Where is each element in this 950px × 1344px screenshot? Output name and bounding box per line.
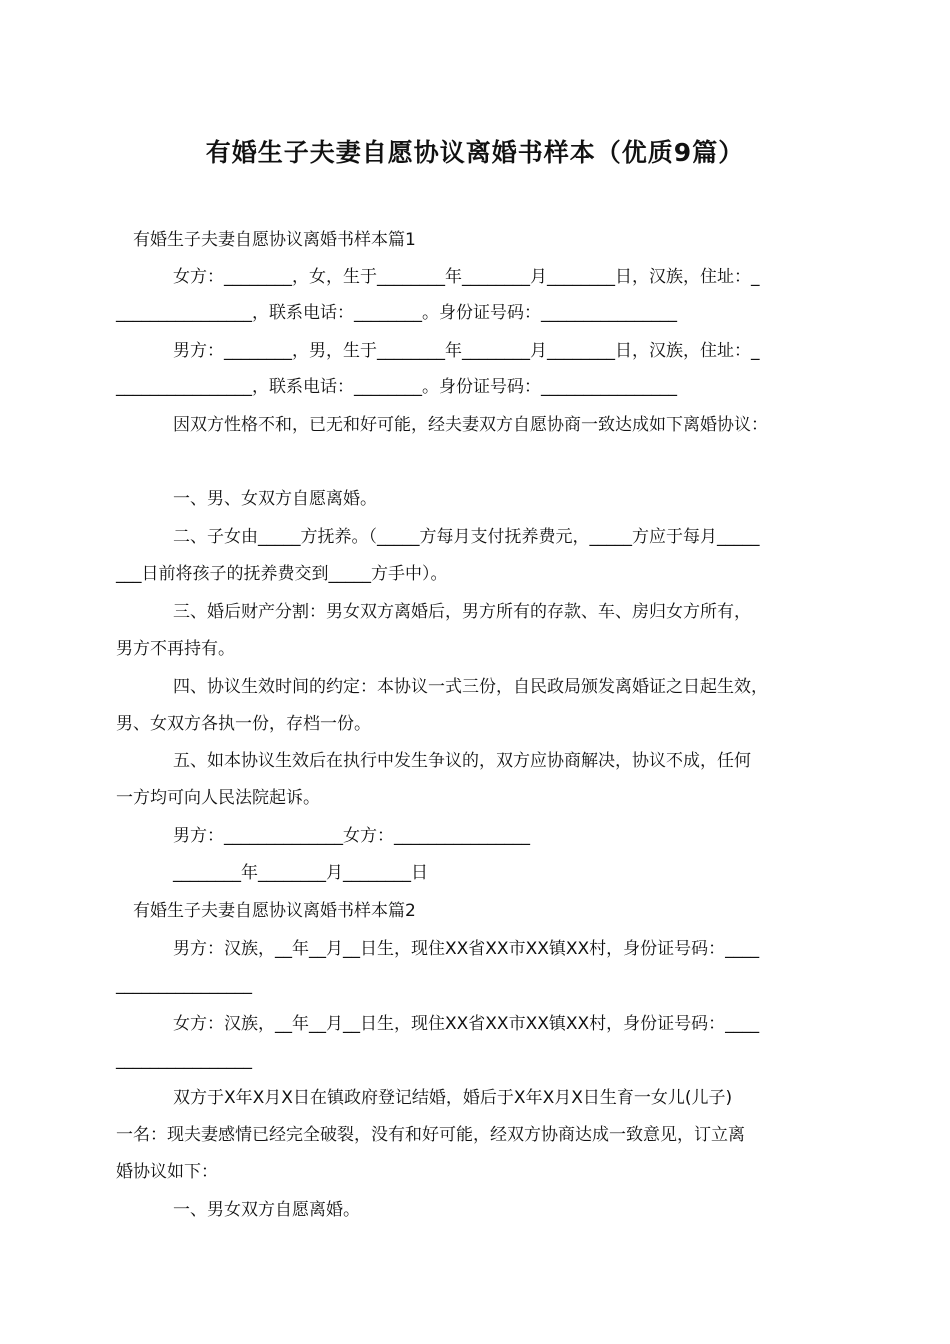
paragraph-line: 三、婚后财产分割：男女双方离婚后，男方所有的存款、车、房归女方所有， bbox=[173, 602, 751, 622]
paragraph-line: 一、男女双方自愿离婚。 bbox=[173, 1200, 360, 1220]
paragraph-line: 婚协议如下： bbox=[116, 1162, 218, 1182]
paragraph-line: 四、协议生效时间的约定：本协议一式三份，自民政局颁发离婚证之日起生效， bbox=[173, 677, 768, 697]
date-line: ________年________月________日 bbox=[173, 863, 428, 883]
section-heading-1: 有婚生子夫妻自愿协议离婚书样本篇1 bbox=[133, 230, 416, 250]
paragraph-line: 男方：________，男，生于________年________月________日，汉族，住址：_ bbox=[173, 341, 760, 361]
paragraph-line: ________________，联系电话：________。身份证号码：________________ bbox=[116, 303, 677, 323]
paragraph-line: 男方：汉族，__年__月__日生，现住XX省XX市XX镇XX村，身份证号码：____ bbox=[173, 939, 760, 959]
paragraph-line: 一、男、女双方自愿离婚。 bbox=[173, 489, 377, 509]
signature-line: 男方：______________女方：________________ bbox=[173, 826, 530, 846]
paragraph-line: 因双方性格不和，已无和好可能，经夫妻双方自愿协商一致达成如下离婚协议： bbox=[173, 415, 768, 435]
section-heading-2: 有婚生子夫妻自愿协议离婚书样本篇2 bbox=[133, 901, 416, 921]
paragraph-line: ________________，联系电话：________。身份证号码：________________ bbox=[116, 377, 677, 397]
paragraph-line: 男方不再持有。 bbox=[116, 639, 235, 659]
paragraph-line: ___日前将孩子的抚养费交到_____方手中）。 bbox=[116, 564, 448, 584]
paragraph-line: 女方：________，女，生于________年________月________日，汉族，住址：_ bbox=[173, 267, 760, 287]
paragraph-line: 双方于X年X月X日在镇政府登记结婚，婚后于X年X月X日生育一女儿(儿子) bbox=[173, 1088, 733, 1108]
paragraph-line: 五、如本协议生效后在执行中发生争议的，双方应协商解决，协议不成，任何 bbox=[173, 751, 751, 771]
paragraph-line: 女方：汉族，__年__月__日生，现住XX省XX市XX镇XX村，身份证号码：____ bbox=[173, 1014, 760, 1034]
document-title: 有婚生子夫妻自愿协议离婚书样本（优质9篇） bbox=[205, 138, 745, 167]
paragraph-line: 二、子女由_____方抚养。（_____方每月支付抚养费元，_____方应于每月_____ bbox=[173, 527, 760, 547]
paragraph-line: 男、女双方各执一份，存档一份。 bbox=[116, 714, 371, 734]
paragraph-line: ________________ bbox=[116, 975, 252, 995]
paragraph-line: 一名：现夫妻感情已经完全破裂，没有和好可能，经双方协商达成一致意见，订立离 bbox=[116, 1125, 745, 1145]
paragraph-line: 一方均可向人民法院起诉。 bbox=[116, 788, 320, 808]
paragraph-line: ________________ bbox=[116, 1050, 252, 1070]
